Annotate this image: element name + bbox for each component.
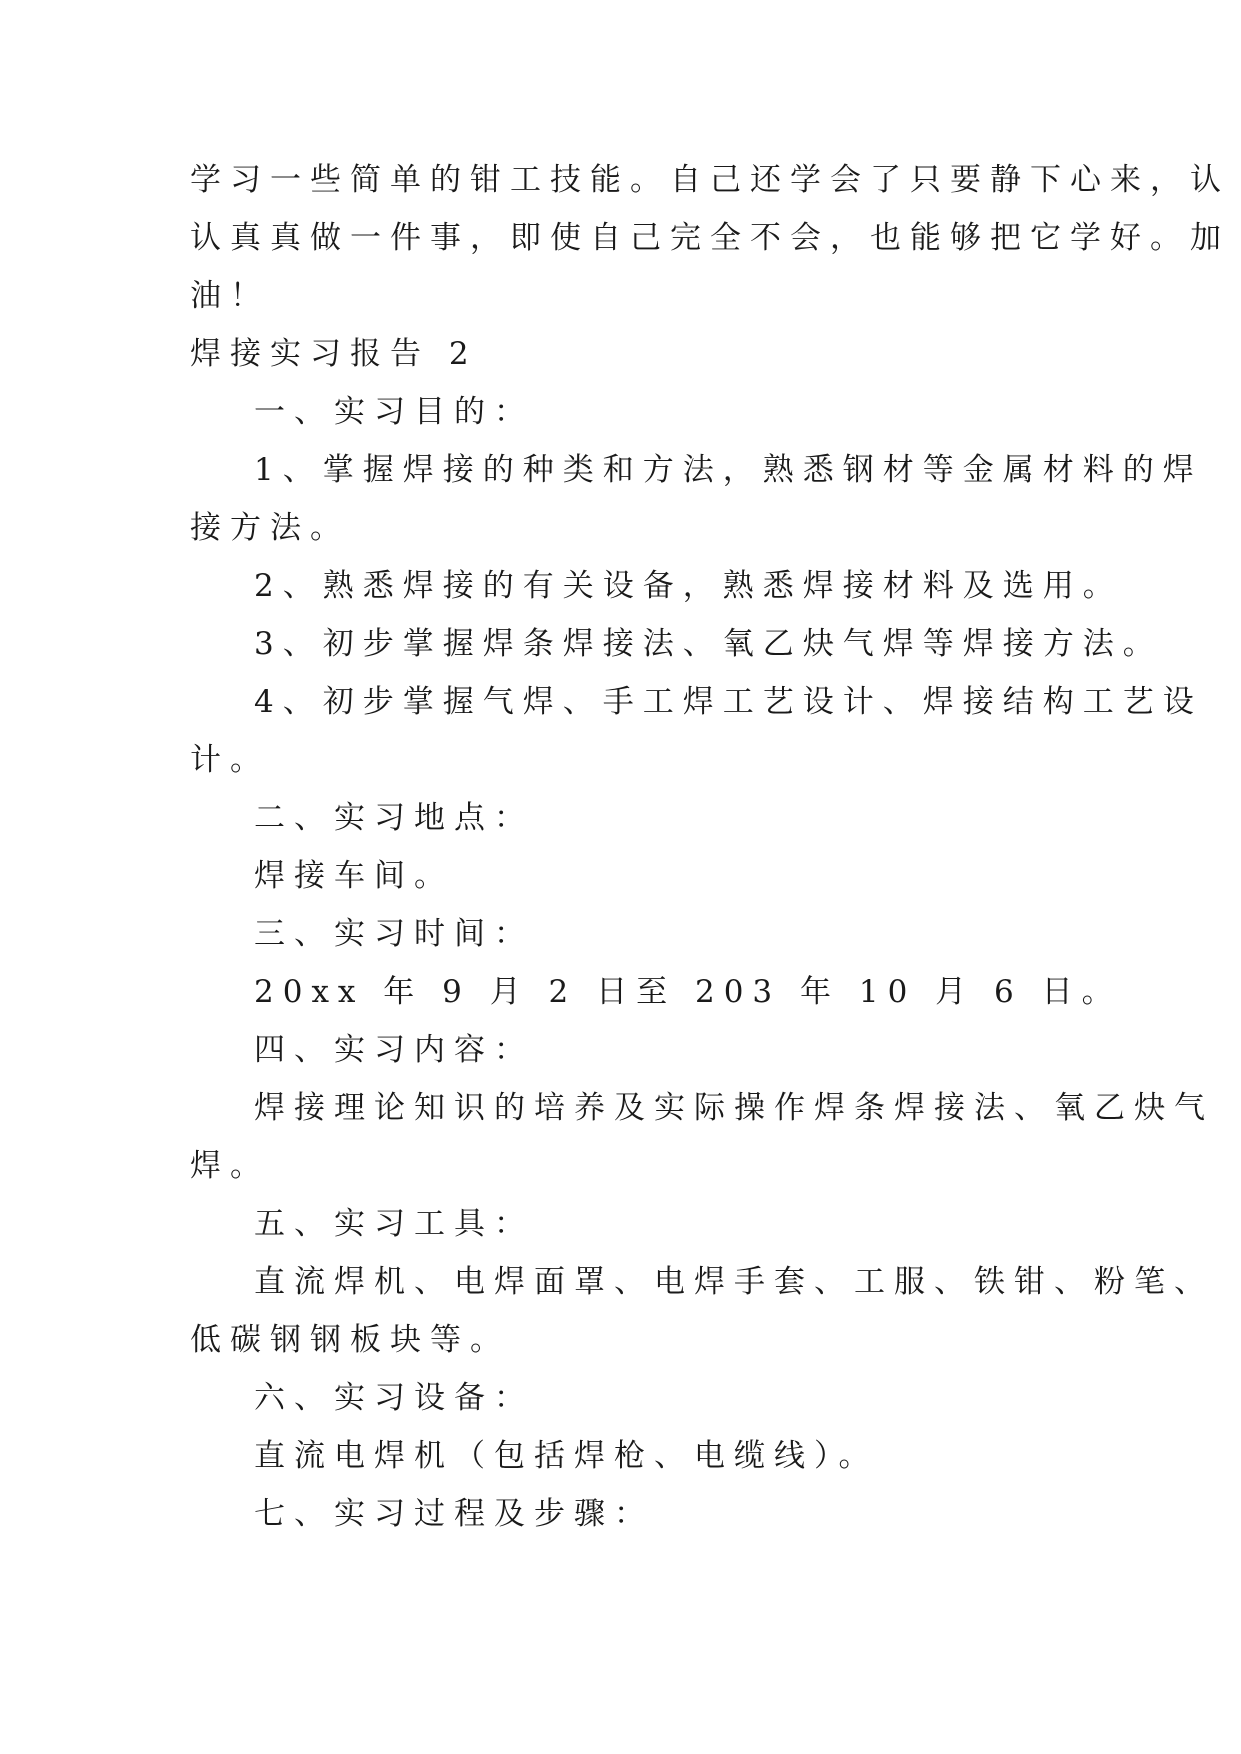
section-heading: 二、实习地点： — [254, 800, 534, 836]
text-line: 接方法。 — [190, 510, 350, 546]
text-line: 20xx 年 9 月 2 日至 203 年 10 月 6 日。 — [254, 974, 1122, 1010]
text-line: 焊。 — [190, 1148, 270, 1184]
text-line: 低碳钢钢板块等。 — [190, 1322, 510, 1358]
section-heading: 七、实习过程及步骤： — [254, 1496, 654, 1532]
text-line: 3、初步掌握焊条焊接法、氧乙炔气焊等焊接方法。 — [254, 626, 1163, 662]
text-line: 直流焊机、电焊面罩、电焊手套、工服、铁钳、粉笔、 — [254, 1264, 1214, 1300]
text-line: 2、熟悉焊接的有关设备，熟悉焊接材料及选用。 — [254, 568, 1123, 604]
section-heading: 四、实习内容： — [254, 1032, 534, 1068]
section-heading: 三、实习时间： — [254, 916, 534, 952]
text-line: 学习一些简单的钳工技能。自己还学会了只要静下心来，认 — [190, 162, 1230, 198]
text-line: 计。 — [190, 742, 270, 778]
text-line: 焊接理论知识的培养及实际操作焊条焊接法、氧乙炔气 — [254, 1090, 1214, 1126]
text-line: 油！ — [190, 278, 270, 314]
text-line: 直流电焊机（包括焊枪、电缆线）。 — [254, 1438, 879, 1474]
section-title: 焊接实习报告 2 — [190, 336, 478, 372]
section-heading: 五、实习工具： — [254, 1206, 534, 1242]
text-line: 认真真做一件事，即使自己完全不会，也能够把它学好。加 — [190, 220, 1230, 256]
text-line: 4、初步掌握气焊、手工焊工艺设计、焊接结构工艺设 — [254, 684, 1203, 720]
section-heading: 六、实习设备： — [254, 1380, 534, 1416]
section-heading: 一、实习目的： — [254, 394, 534, 430]
text-line: 焊接车间。 — [254, 858, 454, 894]
text-line: 1、掌握焊接的种类和方法，熟悉钢材等金属材料的焊 — [254, 452, 1203, 488]
